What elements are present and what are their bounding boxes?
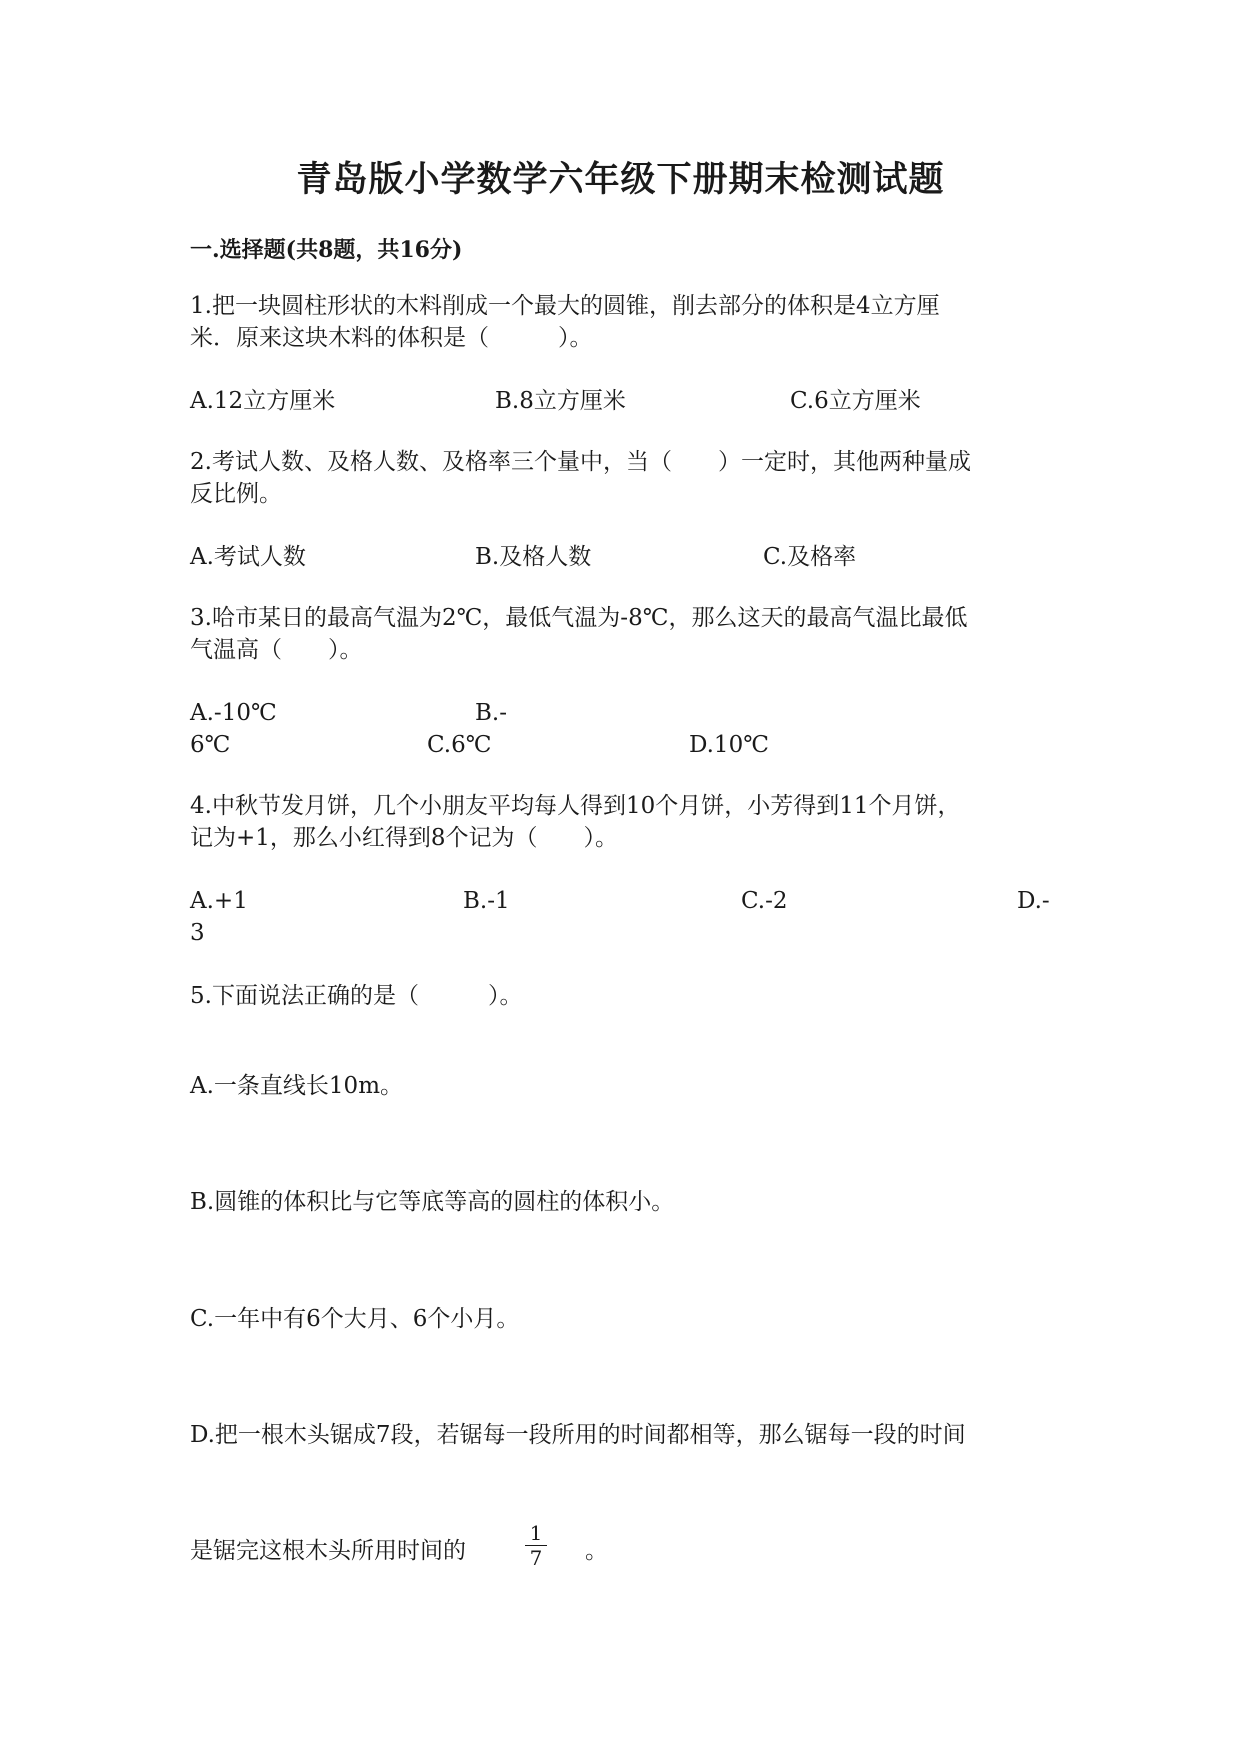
question-3-line-1: 3.哈市某日的最高气温为2℃，最低气温为-8℃，那么这天的最高气温比最低: [190, 605, 968, 631]
question-1-option-b: B.8立方厘米: [495, 388, 626, 414]
question-5-stem: 5.下面说法正确的是（ ）。: [190, 983, 523, 1009]
question-5-option-b: B.圆锥的体积比与它等底等高的圆柱的体积小。: [190, 1189, 675, 1215]
question-3-option-d: D.10℃: [689, 732, 769, 758]
question-2-option-c: C.及格率: [763, 544, 857, 570]
question-4-option-d-cont: 3: [190, 920, 205, 946]
question-1-line-1: 1.把一块圆柱形状的木料削成一个最大的圆锥，削去部分的体积是4立方厘: [190, 293, 940, 319]
question-2-line-1: 2.考试人数、及格人数、及格率三个量中，当（ ）一定时，其他两种量成: [190, 449, 971, 475]
question-2-option-a: A.考试人数: [190, 544, 306, 570]
question-3-option-a: A.-10℃: [190, 700, 277, 726]
page-title: 青岛版小学数学六年级下册期末检测试题: [296, 159, 945, 200]
fraction-numerator: 1: [529, 1521, 543, 1545]
fraction-denominator: 7: [529, 1546, 543, 1570]
question-4-option-c: C.-2: [741, 888, 788, 914]
question-3-option-b-cont: 6℃: [190, 732, 231, 758]
question-4-line-1: 4.中秋节发月饼，几个小朋友平均每人得到10个月饼，小芳得到11个月饼，: [190, 793, 961, 819]
question-1-option-c: C.6立方厘米: [790, 388, 921, 414]
question-1-option-a: A.12立方厘米: [190, 388, 336, 414]
question-5-option-d-tail: 。: [585, 1538, 608, 1564]
question-1-line-2: 米．原来这块木料的体积是（ ）。: [190, 325, 593, 351]
question-4-option-a: A.+1: [190, 888, 248, 914]
fraction-one-seventh: [525, 1522, 547, 1569]
question-2-line-2: 反比例。: [190, 481, 282, 507]
question-2-option-b: B.及格人数: [475, 544, 592, 570]
question-3-option-c: C.6℃: [427, 732, 492, 758]
question-5-option-c: C.一年中有6个大月、6个小月。: [190, 1306, 520, 1332]
question-4-option-d: D.-: [1017, 888, 1050, 914]
question-5-option-d-cont: 是锯完这根木头所用时间的: [190, 1538, 466, 1564]
question-3-line-2: 气温高（ ）。: [190, 637, 363, 663]
question-3-option-b: B.-: [475, 700, 507, 726]
question-4-line-2: 记为+1，那么小红得到8个记为（ ）。: [190, 825, 619, 851]
question-5-option-a: A.一条直线长10m。: [190, 1073, 403, 1099]
question-5-option-d: D.把一根木头锯成7段，若锯每一段所用的时间都相等，那么锯每一段的时间: [190, 1422, 966, 1448]
section-heading: 一.选择题(共8题，共16分): [190, 237, 463, 263]
question-4-option-b: B.-1: [463, 888, 510, 914]
